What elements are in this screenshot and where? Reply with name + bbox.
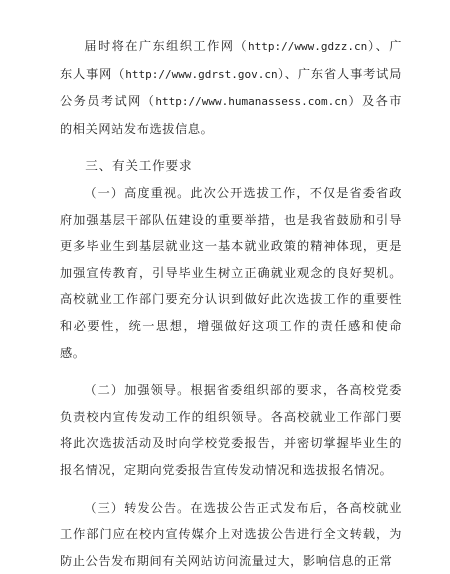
text-connector-2: ）、广东省人事考试局公务员考试网（: [60, 67, 402, 109]
url-gdzz: http://www.gdzz.cn: [248, 40, 367, 53]
section-title: 三、有关工作要求: [60, 153, 402, 180]
url-humanassess: http://www.humanassess.com.cn: [155, 95, 347, 108]
spacer: [60, 366, 402, 377]
spacer: [60, 484, 402, 495]
text-connector-1: ）、广东人事网（: [60, 39, 402, 81]
spacer: [60, 142, 402, 153]
paragraph-high-attention: （一）高度重视。此次公开选拔工作，不仅是省委省政府加强基层干部队伍建设的重要举措，也是我省鼓励和引导更多毕业生到基层就业这一基本就业政策的精神体现，更是加强宣传教育，引导毕业生树立正确就业观念的良好契机。高校就业工作部门要充分认识到做好此次选拔工作的重要性和必要性，统一思想，增强做好这项工作的责任感和使命感。: [60, 180, 402, 366]
url-gdrst: http://www.gdrst.gov.cn: [125, 68, 277, 81]
text-closing: ）及各市的相关网站发布选拔信息。: [60, 94, 402, 136]
paragraph-strengthen-leadership: （二）加强领导。根据省委组织部的要求，各高校党委负责校内宣传发动工作的组织领导。各高校就业工作部门要将此次选拔活动及时向学校党委报告，并密切掌握毕业生的报名情况，定期向党委报告宣传发动情况和选拔报名情况。: [60, 377, 402, 483]
paragraph-publication-sites: [60, 33, 402, 142]
paragraph-forward-announcement: （三）转发公告。在选拔公告正式发布后，各高校就业工作部门应在校内宣传媒介上对选拔公告进行全文转载，为防止公告发布期间有关网站访问流量过大，影响信息的正常: [60, 495, 402, 574]
text-intro: 届时将在广东组织工作网（: [84, 39, 248, 53]
